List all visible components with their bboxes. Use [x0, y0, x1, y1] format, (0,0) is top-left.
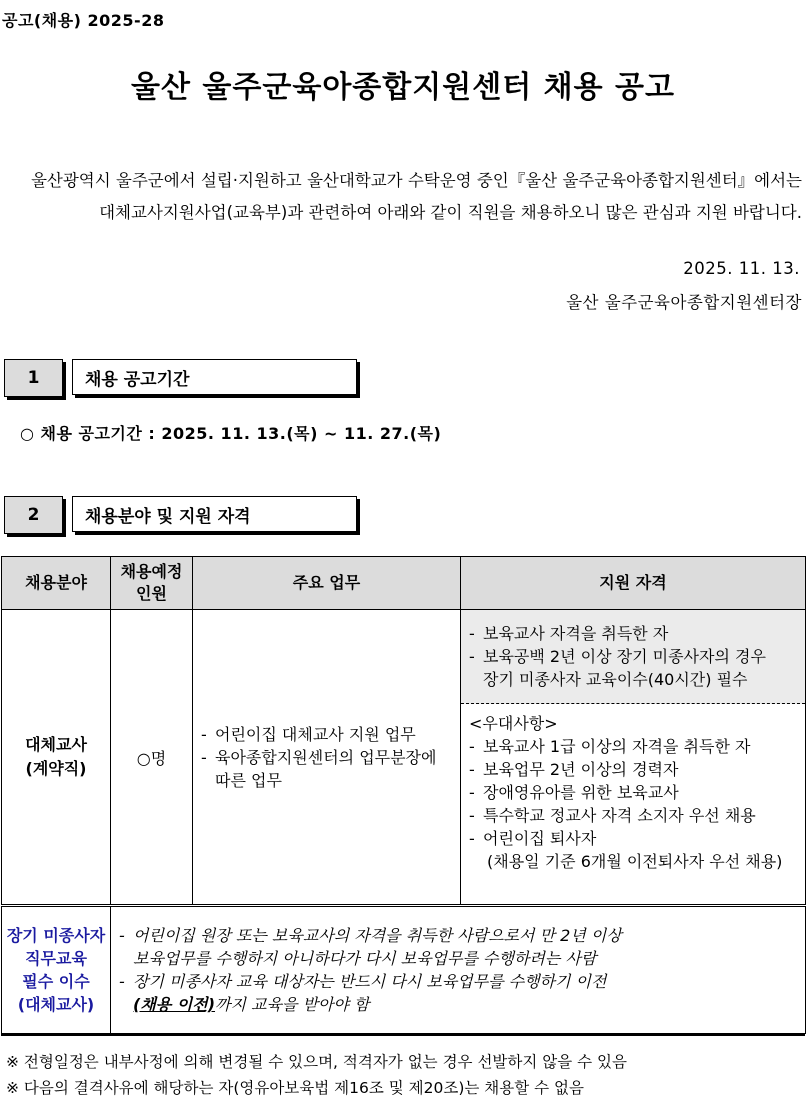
table-bottom-rule [1, 1034, 805, 1036]
header-qualifications: 지원 자격 [461, 557, 806, 610]
preferences [461, 704, 805, 879]
headcount-cell: ○명 [111, 610, 193, 906]
header-headcount: 채용예정 인원 [111, 557, 193, 610]
preference-item: - 보육교사 1급 이상의 자격을 취득한 자 [465, 735, 801, 758]
basic-qualifications [461, 610, 805, 704]
recruitment-period: ○ 채용 공고기간 : 2025. 11. 13.(목) ~ 11. 27.(목) [20, 424, 442, 443]
training-item-text: 장기 미종사자 교육 대상자는 반드시 다시 보육업무를 수행하기 이전 [133, 972, 607, 991]
header-duties: 주요 업무 [193, 557, 461, 610]
notice-date: 2025. 11. 13. [683, 259, 800, 278]
page-title: 울산 울주군육아종합지원센터 채용 공고 [131, 70, 675, 105]
field-name: 대체교사 [25, 735, 87, 754]
preference-label: <우대사항> [469, 714, 558, 733]
training-label: (대체교사) [17, 995, 95, 1014]
header-field: 채용분야 [2, 557, 111, 610]
training-label-cell [2, 906, 111, 1034]
intro-line-2: 대체교사지원사업(교육부)과 관련하여 아래와 같이 직원을 채용하오니 많은 관심과 지원 바랍니다. [99, 203, 802, 222]
duties-cell [193, 610, 461, 906]
table-header-row [2, 557, 806, 610]
preference-note: (채용일 기준 6개월 이전퇴사자 우선 채용) [487, 852, 783, 871]
duty-item: - 육아종합지원센터의 업무분장에 따른 업무 [197, 746, 456, 792]
field-cell [2, 610, 111, 906]
preference-item: - 장애영유아를 위한 보육교사 [465, 781, 801, 804]
intro-line-1: 울산광역시 울주군에서 설립·지원하고 울산대학교가 수탁운영 중인『울산 울주군육아종합지원센터』에서는 [30, 171, 802, 190]
footer-note-1: ※ 전형일정은 내부사정에 의해 변경될 수 있으며, 적격자가 없는 경우 선발하지 않을 수 있음 [6, 1053, 627, 1071]
qualification-item: - 보육공백 2년 이상 장기 미종사자의 경우 장기 미종사자 교육이수(40시간) 필수 [465, 645, 801, 691]
issuer: 울산 울주군육아종합지원센터장 [566, 293, 802, 312]
recruitment-table [1, 556, 806, 1034]
training-tail: 까지 교육을 받아야 함 [215, 995, 370, 1014]
training-label: 장기 미종사자 [6, 926, 106, 945]
footer-note-2: ※ 다음의 결격사유에 해당하는 자(영유아보육법 제16조 및 제20조)는 채용할 수 없음 [6, 1079, 584, 1097]
preference-item: - 어린이집 퇴사자 [465, 827, 801, 850]
training-item [115, 970, 801, 1016]
training-detail-cell [111, 906, 806, 1034]
training-label: 직무교육 [25, 949, 87, 968]
section-1-number: 1 [4, 359, 63, 397]
section-1-title: 채용 공고기간 [72, 359, 357, 395]
duty-item: - 어린이집 대체교사 지원 업무 [197, 723, 456, 746]
section-2-number: 2 [4, 496, 63, 534]
preference-item: - 특수학교 정교사 자격 소지자 우선 채용 [465, 804, 801, 827]
training-row [2, 906, 806, 1034]
training-emphasis: (채용 이전) [133, 995, 216, 1014]
field-contract-type: (계약직) [25, 759, 87, 778]
notice-number: 공고(채용) 2025-28 [2, 11, 165, 30]
training-item: - 어린이집 원장 또는 보육교사의 자격을 취득한 사람으로서 만 2년 이상 보육업무를 수행하지 아니하다가 다시 보육업무를 수행하려는 사람 [115, 924, 801, 970]
qualification-item: - 보육교사 자격을 취득한 자 [465, 622, 801, 645]
preference-item: - 보육업무 2년 이상의 경력자 [465, 758, 801, 781]
training-label: 필수 이수 [22, 972, 90, 991]
qualifications-cell [461, 610, 806, 906]
section-2-title: 채용분야 및 지원 자격 [72, 496, 357, 532]
table-row [2, 610, 806, 906]
